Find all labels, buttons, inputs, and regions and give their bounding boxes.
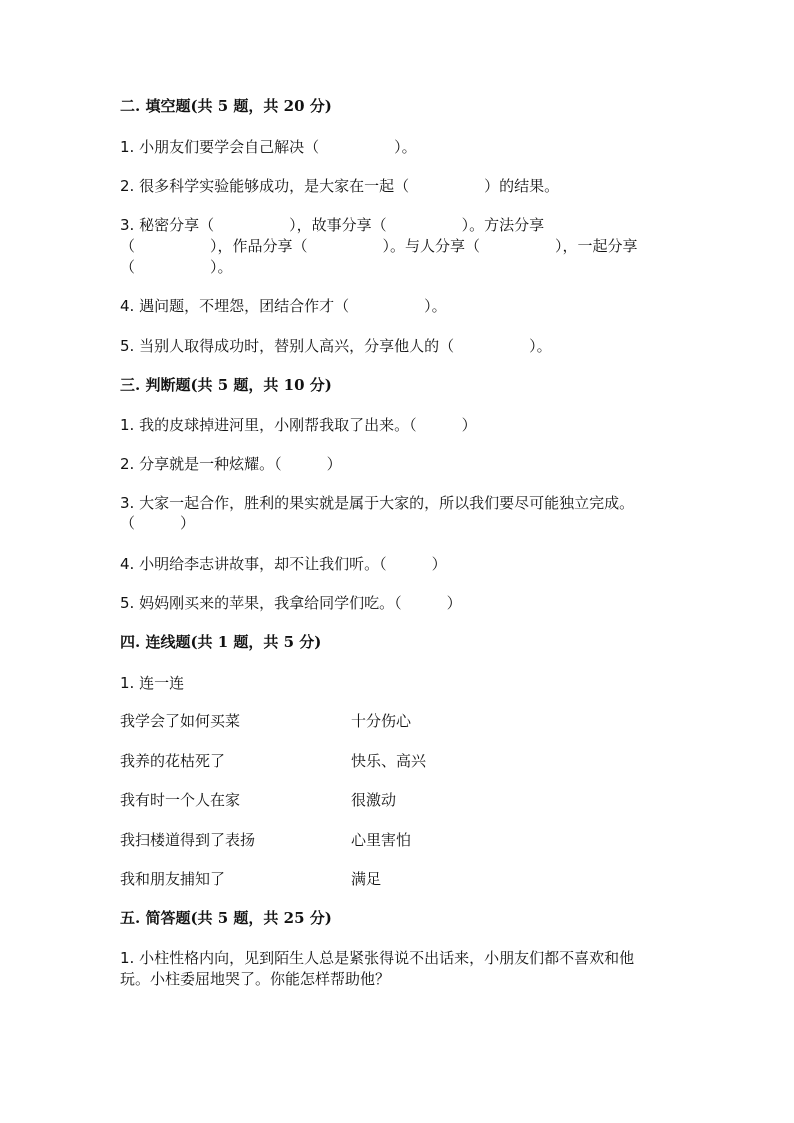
question-text: 5. 妈妈刚买来的苹果，我拿给同学们吃。（ ） xyxy=(120,594,462,612)
section-heading-true-false: 三. 判断题(共 5 题，共 10 分) xyxy=(120,376,332,394)
matching-right-item: 心里害怕 xyxy=(351,831,412,849)
question-text: 1. 小朋友们要学会自己解决（ ）。 xyxy=(120,138,417,156)
question-text: 1. 我的皮球掉进河里，小刚帮我取了出来。（ ） xyxy=(120,416,477,434)
question-text: 2. 很多科学实验能够成功，是大家在一起（ ）的结果。 xyxy=(120,177,560,195)
question-text: 4. 小明给李志讲故事，却不让我们听。（ ） xyxy=(120,555,447,573)
question-text: （ ），作品分享（ ）。与人分享（ ），一起分享 xyxy=(120,237,638,255)
question-text: 1. 连一连 xyxy=(120,674,185,692)
question-text: （ ）。 xyxy=(120,258,233,276)
matching-right-item: 满足 xyxy=(351,870,382,888)
section-heading-fill-blank: 二. 填空题(共 5 题，共 20 分) xyxy=(120,97,332,115)
question-text: 3. 秘密分享（ ），故事分享（ ）。方法分享 xyxy=(120,216,545,234)
section-heading-matching: 四. 连线题(共 1 题，共 5 分) xyxy=(120,633,322,651)
matching-right-item: 快乐、高兴 xyxy=(351,752,427,770)
matching-left-item: 我学会了如何买菜 xyxy=(120,712,241,730)
matching-left-item: 我和朋友捕知了 xyxy=(120,870,226,888)
matching-left-item: 我有时一个人在家 xyxy=(120,791,241,809)
section-heading-short-answer: 五. 简答题(共 5 题，共 25 分) xyxy=(120,909,332,927)
question-text: （ ） xyxy=(120,514,196,532)
matching-right-item: 很激动 xyxy=(351,791,397,809)
question-text: 4. 遇问题，不埋怨，团结合作才（ ）。 xyxy=(120,297,447,315)
question-text: 3. 大家一起合作，胜利的果实就是属于大家的，所以我们要尽可能独立完成。 xyxy=(120,494,635,512)
question-text: 1. 小柱性格内向，见到陌生人总是紧张得说不出话来，小朋友们都不喜欢和他 xyxy=(120,949,635,967)
matching-left-item: 我扫楼道得到了表扬 xyxy=(120,831,256,849)
matching-right-item: 十分伤心 xyxy=(351,712,412,730)
question-text: 5. 当别人取得成功时，替别人高兴，分享他人的（ ）。 xyxy=(120,337,552,355)
matching-left-item: 我养的花枯死了 xyxy=(120,752,226,770)
question-text: 玩。小柱委屈地哭了。你能怎样帮助他？ xyxy=(120,970,391,988)
question-text: 2. 分享就是一种炫耀。（ ） xyxy=(120,455,342,473)
